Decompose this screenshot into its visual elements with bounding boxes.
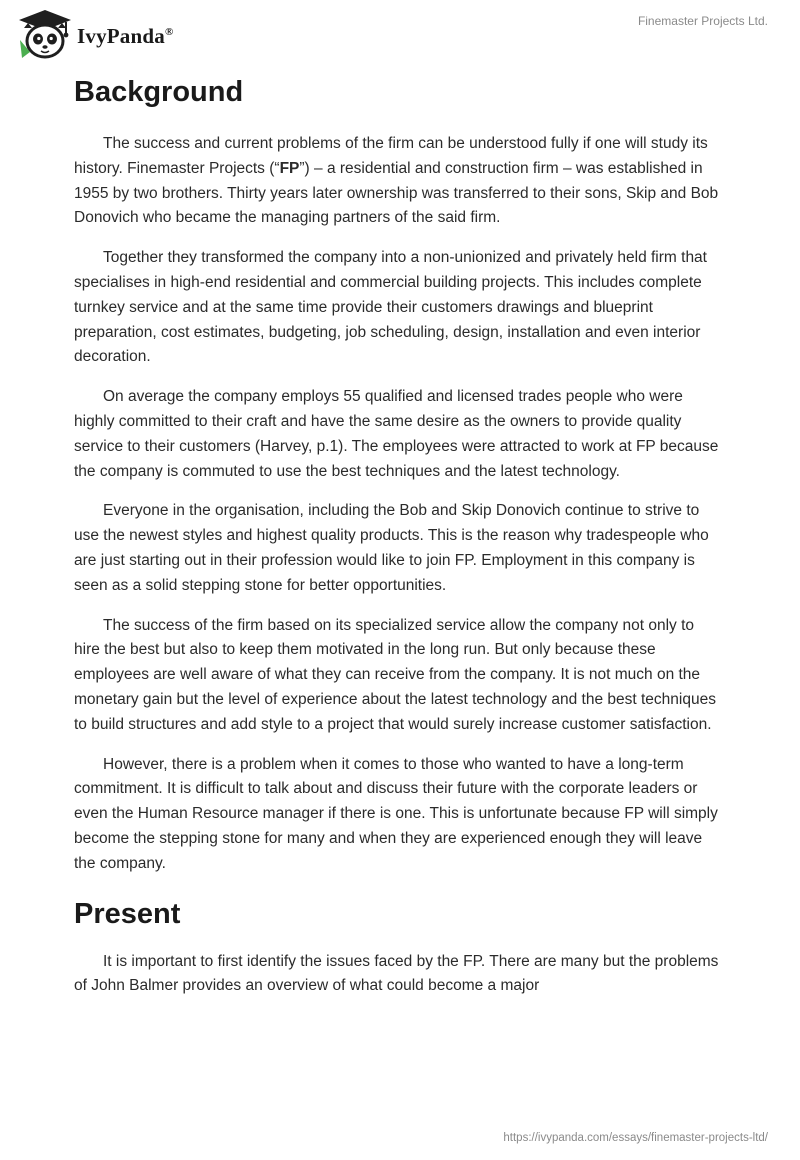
document-title: Finemaster Projects Ltd. — [637, 14, 768, 28]
paragraph: Together they transformed the company into a non-unionized and privately held firm that specialises in high-end residential and commercial building projects. This includes complete turnkey service and at the same time provide their customers drawings and blueprint preparation, cost estimates, budgeting, job scheduling, design, installation and even interior decoration. — [74, 249, 707, 366]
section-heading-background: Background — [74, 76, 244, 108]
paragraph: The success of the firm based on its specialized service allow the company not only to hire the best but also to keep them motivated in the long run. But only because these employees are well aware of what they can receive from the company. It is not much on the monetary gain but the level of experience about the latest technology and the best techniques to build structures and add style to a project that would surely increase customer satisfaction. — [74, 616, 716, 733]
paragraph: On average the company employs 55 qualified and licensed trades people who were highly committed to their craft and have the same desire as the owners to provide quality service to their customers (Harvey, p.1). The employees were attracted to work at FP because the company is commuted to use the best techniques and the latest technology. — [74, 388, 719, 480]
essay-content — [74, 70, 724, 1014]
section-heading-present: Present — [74, 897, 181, 930]
logo-wordmark: IvyPanda® — [77, 23, 174, 48]
paragraph: It is important to first identify the issues faced by the FP. There are many but the problems of John Balmer provides an overview of what could become a major — [74, 952, 719, 995]
ivypanda-logo[interactable] — [16, 8, 173, 60]
paragraph: The success and current problems of the firm can be understood fully if one will study its history. Finemaster Projects (“FP”) – a residential and construction firm – was established in 1955 by two brothers. Thirty years later ownership was transferred to their sons, Skip and Bob Donovich who became the managing partners of the said firm. — [74, 135, 719, 227]
paragraph: However, there is a problem when it comes to those who wanted to have a long-term commitment. It is difficult to talk about and discuss their future with the corporate leaders or even the Human Resource manager if there is one. This is unfortunate because FP will simply become the stepping stone for many and when they are experienced enough they will leave the company. — [74, 755, 718, 872]
paragraph: Everyone in the organisation, including the Bob and Skip Donovich continue to strive to use the newest styles and highest quality products. This is the reason why tradespeople who are just starting out in their profession would like to join FP. Employment in this company is seen as a solid stepping stone for better opportunities. — [74, 502, 709, 594]
source-url: https://ivypanda.com/essays/finemaster-projects-ltd/ — [503, 1132, 768, 1144]
panda-graduate-icon — [16, 8, 74, 60]
